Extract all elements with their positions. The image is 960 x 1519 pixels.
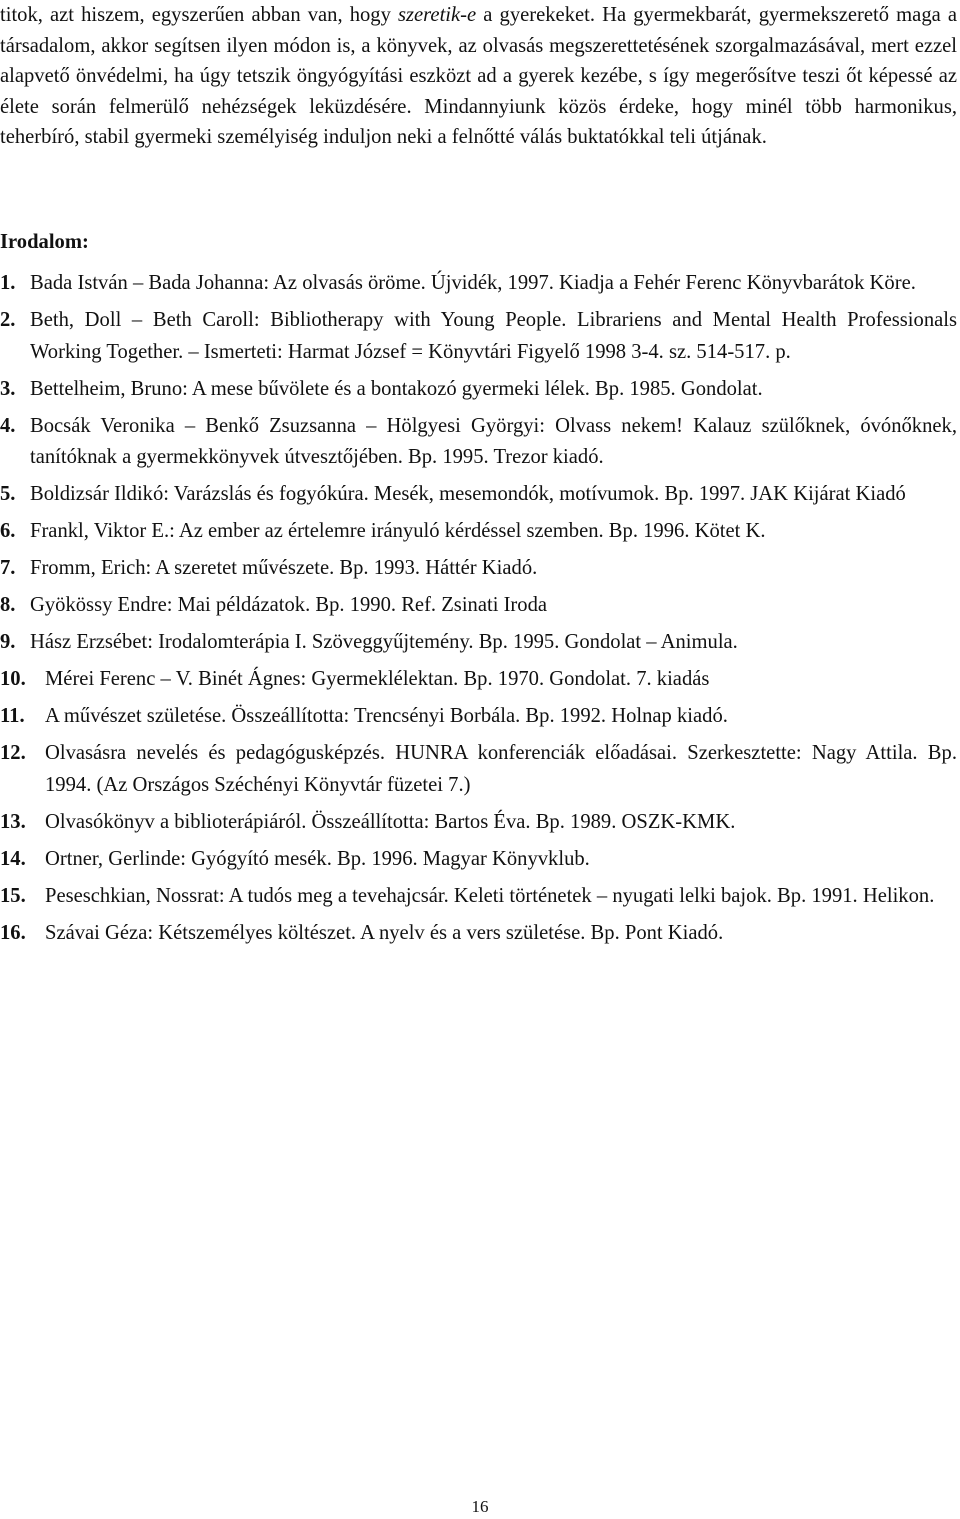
page-number: 16 <box>471 1497 489 1516</box>
reference-number: 12. <box>0 742 26 764</box>
reference-text: Peseschkian, Nossrat: A tudós meg a tevehajcsár. Keleti történetek – nyugati lelki bajok. Bp. 1991. Helikon. <box>45 884 935 907</box>
reference-number: 6. <box>0 520 16 542</box>
reference-number: 15. <box>0 884 26 907</box>
reference-item-8 <box>0 590 957 622</box>
reference-text: Hász Erzsébet: Irodalomterápia I. Szöveggyűjtemény. Bp. 1995. Gondolat – Animula. <box>30 631 738 653</box>
reference-item-1 <box>0 268 957 300</box>
reference-item-9 <box>0 627 957 659</box>
reference-item-5 <box>0 479 957 511</box>
reference-text: Olvasókönyv a biblioterápiáról. Összeállította: Bartos Éva. Bp. 1989. OSZK-KMK. <box>45 810 736 833</box>
reference-number: 8. <box>0 594 16 616</box>
reference-number: 10. <box>0 668 26 690</box>
intro-text-rest: a gyerekeket. Ha gyermekbarát, gyermekszerető maga a társadalom, akkor segítsen ilyen módon is, a könyvek, az olvasás megszerettetésének szorgalmazásával, mert ezzel alapvető önvédelmi, ha úgy tetszik öngyógyítási eszközt ad a gyerek kezébe, s így megerősítve teszi őt képessé az élete során felmerülő nehézségek leküzdésére. Mindannyiunk közös érdeke, hogy minél több harmonikus, teherbíró, stabil gyermeki személyiség induljon neki a felnőtté válás buktatókkal teli útjának. <box>0 4 958 148</box>
reference-item-13 <box>0 807 957 839</box>
intro-paragraph <box>0 0 957 153</box>
reference-item-10 <box>0 664 957 696</box>
reference-text: A művészet születése. Összeállította: Trencsényi Borbála. Bp. 1992. Holnap kiadó. <box>45 705 728 727</box>
reference-number: 11. <box>0 705 25 727</box>
reference-item-3 <box>0 374 957 406</box>
reference-text: Olvasásra nevelés és pedagógusképzés. HUNRA konferenciák előadásai. Szerkesztette: Nagy Attila. Bp. 1994. (Az Országos Széchényi Könyvtár füzetei 7.) <box>45 742 957 796</box>
reference-item-4 <box>0 411 957 474</box>
intro-italic-word: szeretik-e <box>398 4 477 26</box>
reference-number: 3. <box>0 377 16 400</box>
reference-text: Mérei Ferenc – V. Binét Ágnes: Gyermeklélektan. Bp. 1970. Gondolat. 7. kiadás <box>45 668 710 690</box>
reference-item-14 <box>0 844 957 876</box>
reference-number: 5. <box>0 483 16 505</box>
reference-number: 9. <box>0 631 16 653</box>
reference-text: Szávai Géza: Kétszemélyes költészet. A nyelv és a vers születése. Bp. Pont Kiadó. <box>45 921 724 944</box>
reference-number: 14. <box>0 847 26 870</box>
reference-text: Frankl, Viktor E.: Az ember az értelemre irányuló kérdéssel szemben. Bp. 1996. Kötet K. <box>30 520 766 542</box>
reference-item-11 <box>0 701 957 733</box>
reference-text: Beth, Doll – Beth Caroll: Bibliotherapy with Young People. Librariens and Mental Health Professionals Working Together. – Ismerteti: Harmat József = Könyvtári Figyelő 1998 3-4. sz. 514-517. p. <box>30 309 957 363</box>
reference-item-16 <box>0 918 957 950</box>
bibliography-heading: Irodalom: <box>0 231 89 253</box>
reference-item-15 <box>0 881 957 913</box>
reference-item-7 <box>0 553 957 585</box>
reference-number: 16. <box>0 921 26 944</box>
reference-number: 13. <box>0 810 26 833</box>
reference-text: Bada István – Bada Johanna: Az olvasás öröme. Újvidék, 1997. Kiadja a Fehér Ferenc Könyvbarátok Köre. <box>30 272 916 294</box>
reference-text: Bettelheim, Bruno: A mese bűvölete és a bontakozó gyermeki lélek. Bp. 1985. Gondolat. <box>30 377 763 400</box>
intro-text-start: titok, azt hiszem, egyszerűen abban van, hogy <box>0 4 399 26</box>
reference-text: Ortner, Gerlinde: Gyógyító mesék. Bp. 1996. Magyar Könyvklub. <box>45 847 590 870</box>
reference-number: 2. <box>0 309 16 331</box>
reference-number: 1. <box>0 272 16 294</box>
reference-number: 7. <box>0 557 16 579</box>
reference-text: Fromm, Erich: A szeretet művészete. Bp. 1993. Háttér Kiadó. <box>30 557 538 579</box>
reference-item-6 <box>0 516 957 548</box>
reference-item-12 <box>0 738 957 801</box>
reference-text: Boldizsár Ildikó: Varázslás és fogyókúra. Mesék, mesemondók, motívumok. Bp. 1997. JAK Kijárat Kiadó <box>30 483 906 505</box>
reference-number: 4. <box>0 414 16 437</box>
reference-text: Gyökössy Endre: Mai példázatok. Bp. 1990. Ref. Zsinati Iroda <box>30 594 548 616</box>
reference-text: Bocsák Veronika – Benkő Zsuzsanna – Hölgyesi Györgyi: Olvass nekem! Kalauz szülőknek, óvónőknek, tanítóknak a gyermekkönyvek útvesztőjében. Bp. 1995. Trezor kiadó. <box>30 414 957 468</box>
reference-list <box>0 268 957 955</box>
reference-item-2 <box>0 305 957 368</box>
